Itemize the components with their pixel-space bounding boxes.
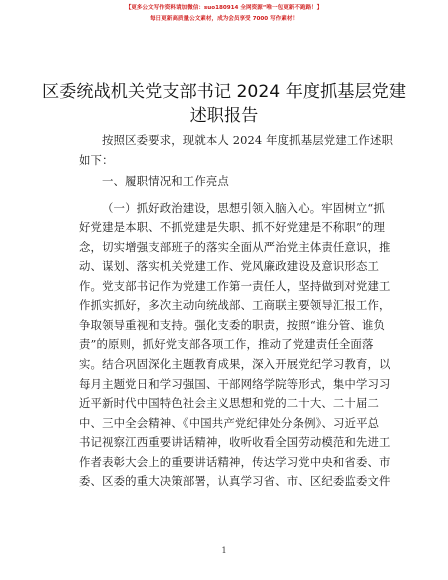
paragraph-line: （一）抓好政治建设，思想引领入脑入心。牢固树立“抓	[102, 200, 385, 215]
promo-line-1: 【更多公文写作资料请加微信：suo180914 全网资源“唯一包更新不跑路！】	[125, 5, 323, 11]
paragraph-line: 书记视察江西重要讲话精神，收听收看全国劳动模范和先进工	[79, 435, 391, 450]
paragraph-line: 委、区委的重大决策部署，认真学习省、市、区纪委监委文件	[79, 474, 391, 489]
paragraph-line: 中、三中全会精神、《中国共产党纪律处分条例》、习近平总	[79, 415, 380, 430]
intro-line-1: 按照区委要求，现就本人 2024 年度抓基层党建工作述职	[102, 133, 394, 147]
paragraph-line: 作者表彰大会上的重要讲话精神，传达学习党中央和省委、市	[79, 454, 391, 469]
paragraph-line: 每月主题党日和学习强国、干部网络学院等形式，集中学习习	[79, 376, 391, 391]
paragraph-line: 好党建是本职、不抓党建是失职、抓不好党建是不称职”的理	[79, 220, 386, 235]
paragraph-line: 作。党支部书记作为党建工作第一责任人，坚持做到对党建工	[79, 278, 391, 293]
paragraph-line: 实。结合巩固深化主题教育成果，深入开展党纪学习教育，以	[79, 357, 391, 372]
section-heading: 一、履职情况和工作亮点	[102, 174, 229, 189]
document-title	[0, 80, 448, 128]
document-body	[79, 131, 411, 492]
intro-line-2: 如下：	[79, 152, 114, 167]
promo-banner	[0, 3, 448, 25]
page-number: 1	[221, 546, 227, 555]
paragraph-line: 作抓实抓好，多次主动向统战部、工商联主要领导汇报工作，	[79, 298, 391, 313]
paragraph-line: 动、谋划、落实机关党建工作、党风廉政建设及意识形态工	[79, 259, 380, 274]
paragraph-line: 近平新时代中国特色社会主义思想和党的二十大、二十届二	[79, 396, 380, 411]
title-line-1: 区委统战机关党支部书记 2024 年度抓基层党建	[41, 82, 407, 102]
paragraph-line: 念，切实增强支部班子的落实全面从严治党主体责任意识，推	[79, 239, 391, 254]
paragraph-line: 争取领导重视和支持。强化支委的职责，按照“谁分管、谁负	[79, 317, 386, 332]
title-line-2: 述职报告	[189, 106, 259, 126]
paragraph-line: 责”的原则，抓好党支部各项工作，推动了党建责任全面落	[79, 337, 374, 352]
promo-line-2: 每日更新高质量公文素材，成为会员享受 7000 写作素材！	[149, 16, 299, 22]
